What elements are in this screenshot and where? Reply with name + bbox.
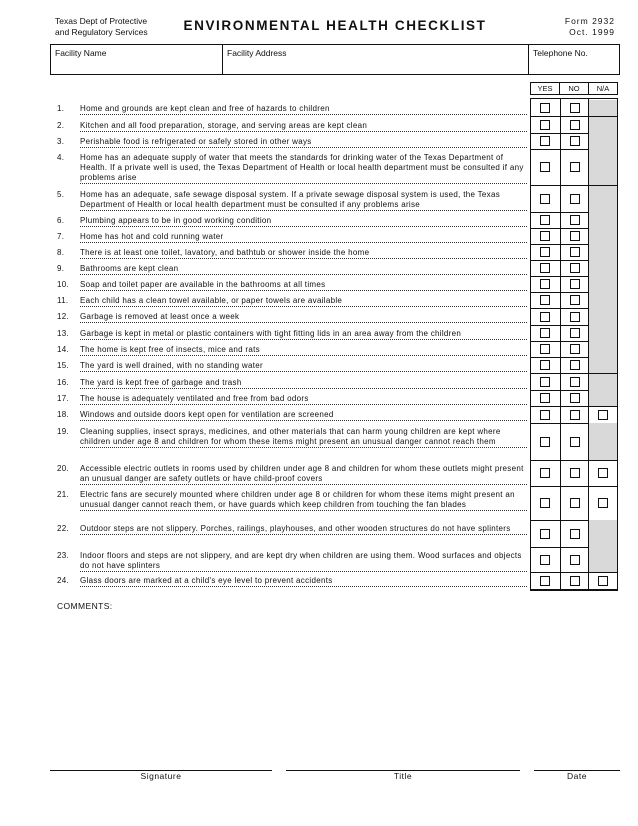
- item-number: 17.: [57, 394, 70, 403]
- item-number: 10.: [57, 280, 70, 289]
- signature-label: Signature: [140, 771, 182, 781]
- item-text: There is at least one toilet, lavatory, and bathtub or shower inside the home: [80, 248, 527, 259]
- item-text: Home has an adequate, safe sewage disposal system. If a private sewage disposal system is used, the Texas Department of Health or local health department must be consulted if any problems arise: [80, 190, 527, 211]
- item-number: 16.: [57, 378, 70, 387]
- item-number: 20.: [57, 464, 70, 473]
- item-text: Bathrooms are kept clean: [80, 264, 527, 275]
- row-divider: [530, 590, 618, 591]
- form-date: Oct. 1999: [569, 27, 615, 37]
- item-text: Home has an adequate supply of water that meets the standards for drinking water of the Texas Department of Health. If a private well is used, the Texas Department of Health or local health department must be consulted if any problems arise: [80, 153, 527, 184]
- item-number: 22.: [57, 524, 70, 533]
- item-number: 5.: [57, 190, 65, 199]
- checkbox-grid: [530, 98, 618, 590]
- facility-address-label: Facility Address: [227, 48, 287, 58]
- item-text: The house is adequately ventilated and free from bad odors: [80, 394, 527, 405]
- item-number: 14.: [57, 345, 70, 354]
- item-text: Electric fans are securely mounted where children under age 8 or children for whom these items might present an unusual danger cannot reach them, or have guards which keep children from touching the fan blades: [80, 490, 527, 511]
- facility-info-box: [50, 44, 620, 75]
- item-text: Accessible electric outlets in rooms used by children under age 8 and children for whom these outlets might present an unusual danger are safety outlets or have child-proof covers: [80, 464, 527, 485]
- item-text: Cleaning supplies, insect sprays, medicines, and other materials that can harm young children are kept where children under age 8 and children for whom these items might present an unusual danger cannot reach them: [80, 427, 527, 448]
- telephone-field[interactable]: [529, 45, 619, 74]
- item-number: 13.: [57, 329, 70, 338]
- item-number: 3.: [57, 137, 65, 146]
- item-number: 1.: [57, 104, 65, 113]
- form-header: [51, 14, 619, 40]
- item-number: 15.: [57, 361, 70, 370]
- item-text: Windows and outside doors kept open for ventilation are screened: [80, 410, 527, 421]
- item-text: The yard is well drained, with no standing water: [80, 361, 527, 372]
- item-text: Plumbing appears to be in good working condition: [80, 216, 527, 227]
- title-label: Title: [393, 771, 413, 781]
- item-number: 24.: [57, 576, 70, 585]
- date-label: Date: [567, 771, 587, 781]
- facility-name-field[interactable]: [51, 45, 223, 74]
- item-number: 18.: [57, 410, 70, 419]
- item-number: 6.: [57, 216, 65, 225]
- telephone-label: Telephone No.: [533, 48, 588, 58]
- item-text: Kitchen and all food preparation, storage, and serving areas are kept clean: [80, 121, 527, 132]
- item-number: 23.: [57, 551, 70, 560]
- yes-column-header: YES: [530, 82, 560, 95]
- form-number: [565, 16, 615, 38]
- agency-line-1: Texas Dept of Protective: [55, 16, 148, 26]
- item-text: Garbage is removed at least once a week: [80, 312, 527, 323]
- item-number: 12.: [57, 312, 70, 321]
- facility-address-field[interactable]: [223, 45, 529, 74]
- na-column-header: N/A: [588, 82, 618, 95]
- item-text: Outdoor steps are not slippery. Porches, railings, playhouses, and other wooden structures do not have splinters: [80, 524, 527, 535]
- item-number: 8.: [57, 248, 65, 257]
- agency-line-2: and Regulatory Services: [55, 27, 148, 37]
- item-text: Indoor floors and steps are not slippery, and are kept dry when children are using them. Wood surfaces and objects do not have splinters: [80, 551, 527, 572]
- item-number: 19.: [57, 427, 70, 436]
- item-number: 7.: [57, 232, 65, 241]
- item-text: Each child has a clean towel available, or paper towels are available: [80, 296, 527, 307]
- item-text: The home is kept free of insects, mice and rats: [80, 345, 527, 356]
- column-headers: [530, 82, 618, 95]
- item-text: Garbage is kept in metal or plastic containers with tight fitting lids in an area away from the children: [80, 329, 527, 340]
- item-text: Home has hot and cold running water: [80, 232, 527, 243]
- item-number: 2.: [57, 121, 65, 130]
- item-text: Soap and toilet paper are available in the bathrooms at all times: [80, 280, 527, 291]
- facility-name-label: Facility Name: [55, 48, 107, 58]
- item-number: 4.: [57, 153, 65, 162]
- item-number: 9.: [57, 264, 65, 273]
- item-text: Home and grounds are kept clean and free of hazards to children: [80, 104, 527, 115]
- item-text: The yard is kept free of garbage and trash: [80, 378, 527, 389]
- form-title: ENVIRONMENTAL HEALTH CHECKLIST: [183, 18, 487, 33]
- item-number: 11.: [57, 296, 69, 305]
- form-number-label: Form 2932: [564, 16, 615, 26]
- item-text: Perishable food is refrigerated or safely stored in other ways: [80, 137, 527, 148]
- item-number: 21.: [57, 490, 70, 499]
- comments-label: COMMENTS:: [57, 601, 113, 611]
- no-column-header: NO: [559, 82, 589, 95]
- item-text: Glass doors are marked at a child's eye level to prevent accidents: [80, 576, 527, 587]
